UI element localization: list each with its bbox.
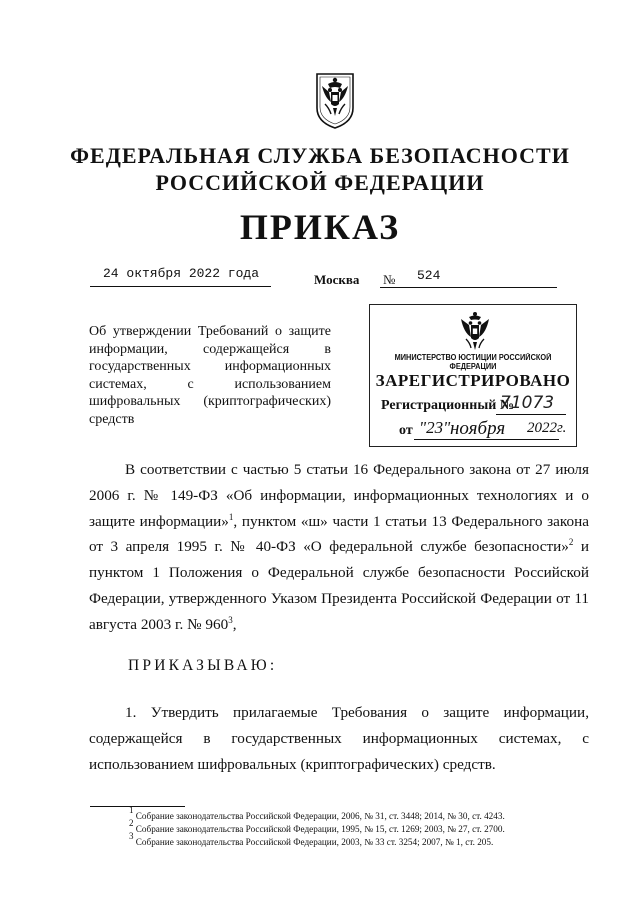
footnote-text: Собрание законодательства Российской Федерации, 2003, № 33 ст. 3254; 2007, № 1, ст. 205. [135,837,494,847]
stamp-reg-number: 71073 [500,393,555,413]
stamp-month: ноября [450,418,506,439]
stamp-reg-underline [496,414,566,415]
order-directive: ПРИКАЗЫВАЮ: [128,657,278,674]
footnote-text: Собрание законодательства Российской Федерации, 1995, № 15, ст. 1269; 2003, № 27, ст. 2700. [135,824,505,834]
order-city: Москва [314,272,360,287]
footnote-separator [90,806,185,807]
stamp-year: 2022г. [527,420,567,436]
stamp-date-underline [414,439,559,440]
footnote-ref-3: 3 [228,614,233,625]
preamble-paragraph [89,457,589,638]
order-item-1: 1. Утвердить прилагаемые Требования о защите информации, содержащейся в государственных информационных системах, с использованием шифровальных (криптографических) средств. [89,704,589,773]
preamble-text-1: В соответствии с частью 5 статьи 16 Федерального закона от 27 июля 2006 г. № 149-ФЗ «Об информации, информационных технологиях и о защите информации» [89,461,589,530]
footnote-text: Собрание законодательства Российской Федерации, 2006, № 31, ст. 3448; 2014, № 30, ст. 4243. [135,811,505,821]
footnote-marker: 1 [129,805,134,815]
footnote-ref-2: 2 [568,537,574,548]
document-type-title: ПРИКАЗ [239,207,401,247]
number-underline [380,287,557,288]
footnote-ref-1: 1 [228,511,234,522]
stamp-status: ЗАРЕГИСТРИРОВАНО [375,371,571,390]
preamble-text-4: , [232,615,237,633]
footnote-marker: 2 [129,818,134,828]
stamp-date-prefix: от [399,423,413,438]
footnote-3 [129,831,505,849]
order-date: 24 октября 2022 года [103,266,260,281]
stamp-reg-label: Регистрационный № [381,398,514,413]
footnote-2 [129,818,505,836]
stamp-ministry-name: МИНИСТЕРСТВО ЮСТИЦИИ РОССИЙСКОЙ ФЕДЕРАЦИИ [394,353,552,371]
agency-name-line2: РОССИЙСКОЙ ФЕДЕРАЦИИ [155,170,485,195]
order-subject: Об утверждении Требований о защите информации, содержащейся в государственных информационных системах, с использованием шифровальных (криптографических) средств [89,324,331,427]
order-number-label: № [383,272,396,287]
agency-name-line1: ФЕДЕРАЛЬНАЯ СЛУЖБА БЕЗОПАСНОСТИ [70,143,570,168]
footnotes [129,805,505,849]
preamble-text-3: и пунктом 1 Положения о Федеральной службе безопасности Российской Федерации, утвержденного Указом Президента Российской Федерации от 11 августа 2003 г. № 960 [89,538,589,633]
coat-of-arms-icon [313,68,357,130]
stamp-day: "23" [419,418,451,437]
coat-of-arms-icon [458,309,492,353]
footnote-marker: 3 [129,831,134,841]
preamble-text-2: , пунктом «ш» части 1 статьи 13 Федерального закона от 3 апреля 1995 г. № 40-ФЗ «О федеральной службе безопасности» [89,512,589,556]
order-number: 524 [417,268,441,283]
footnote-1 [129,805,505,823]
date-underline [90,286,271,287]
